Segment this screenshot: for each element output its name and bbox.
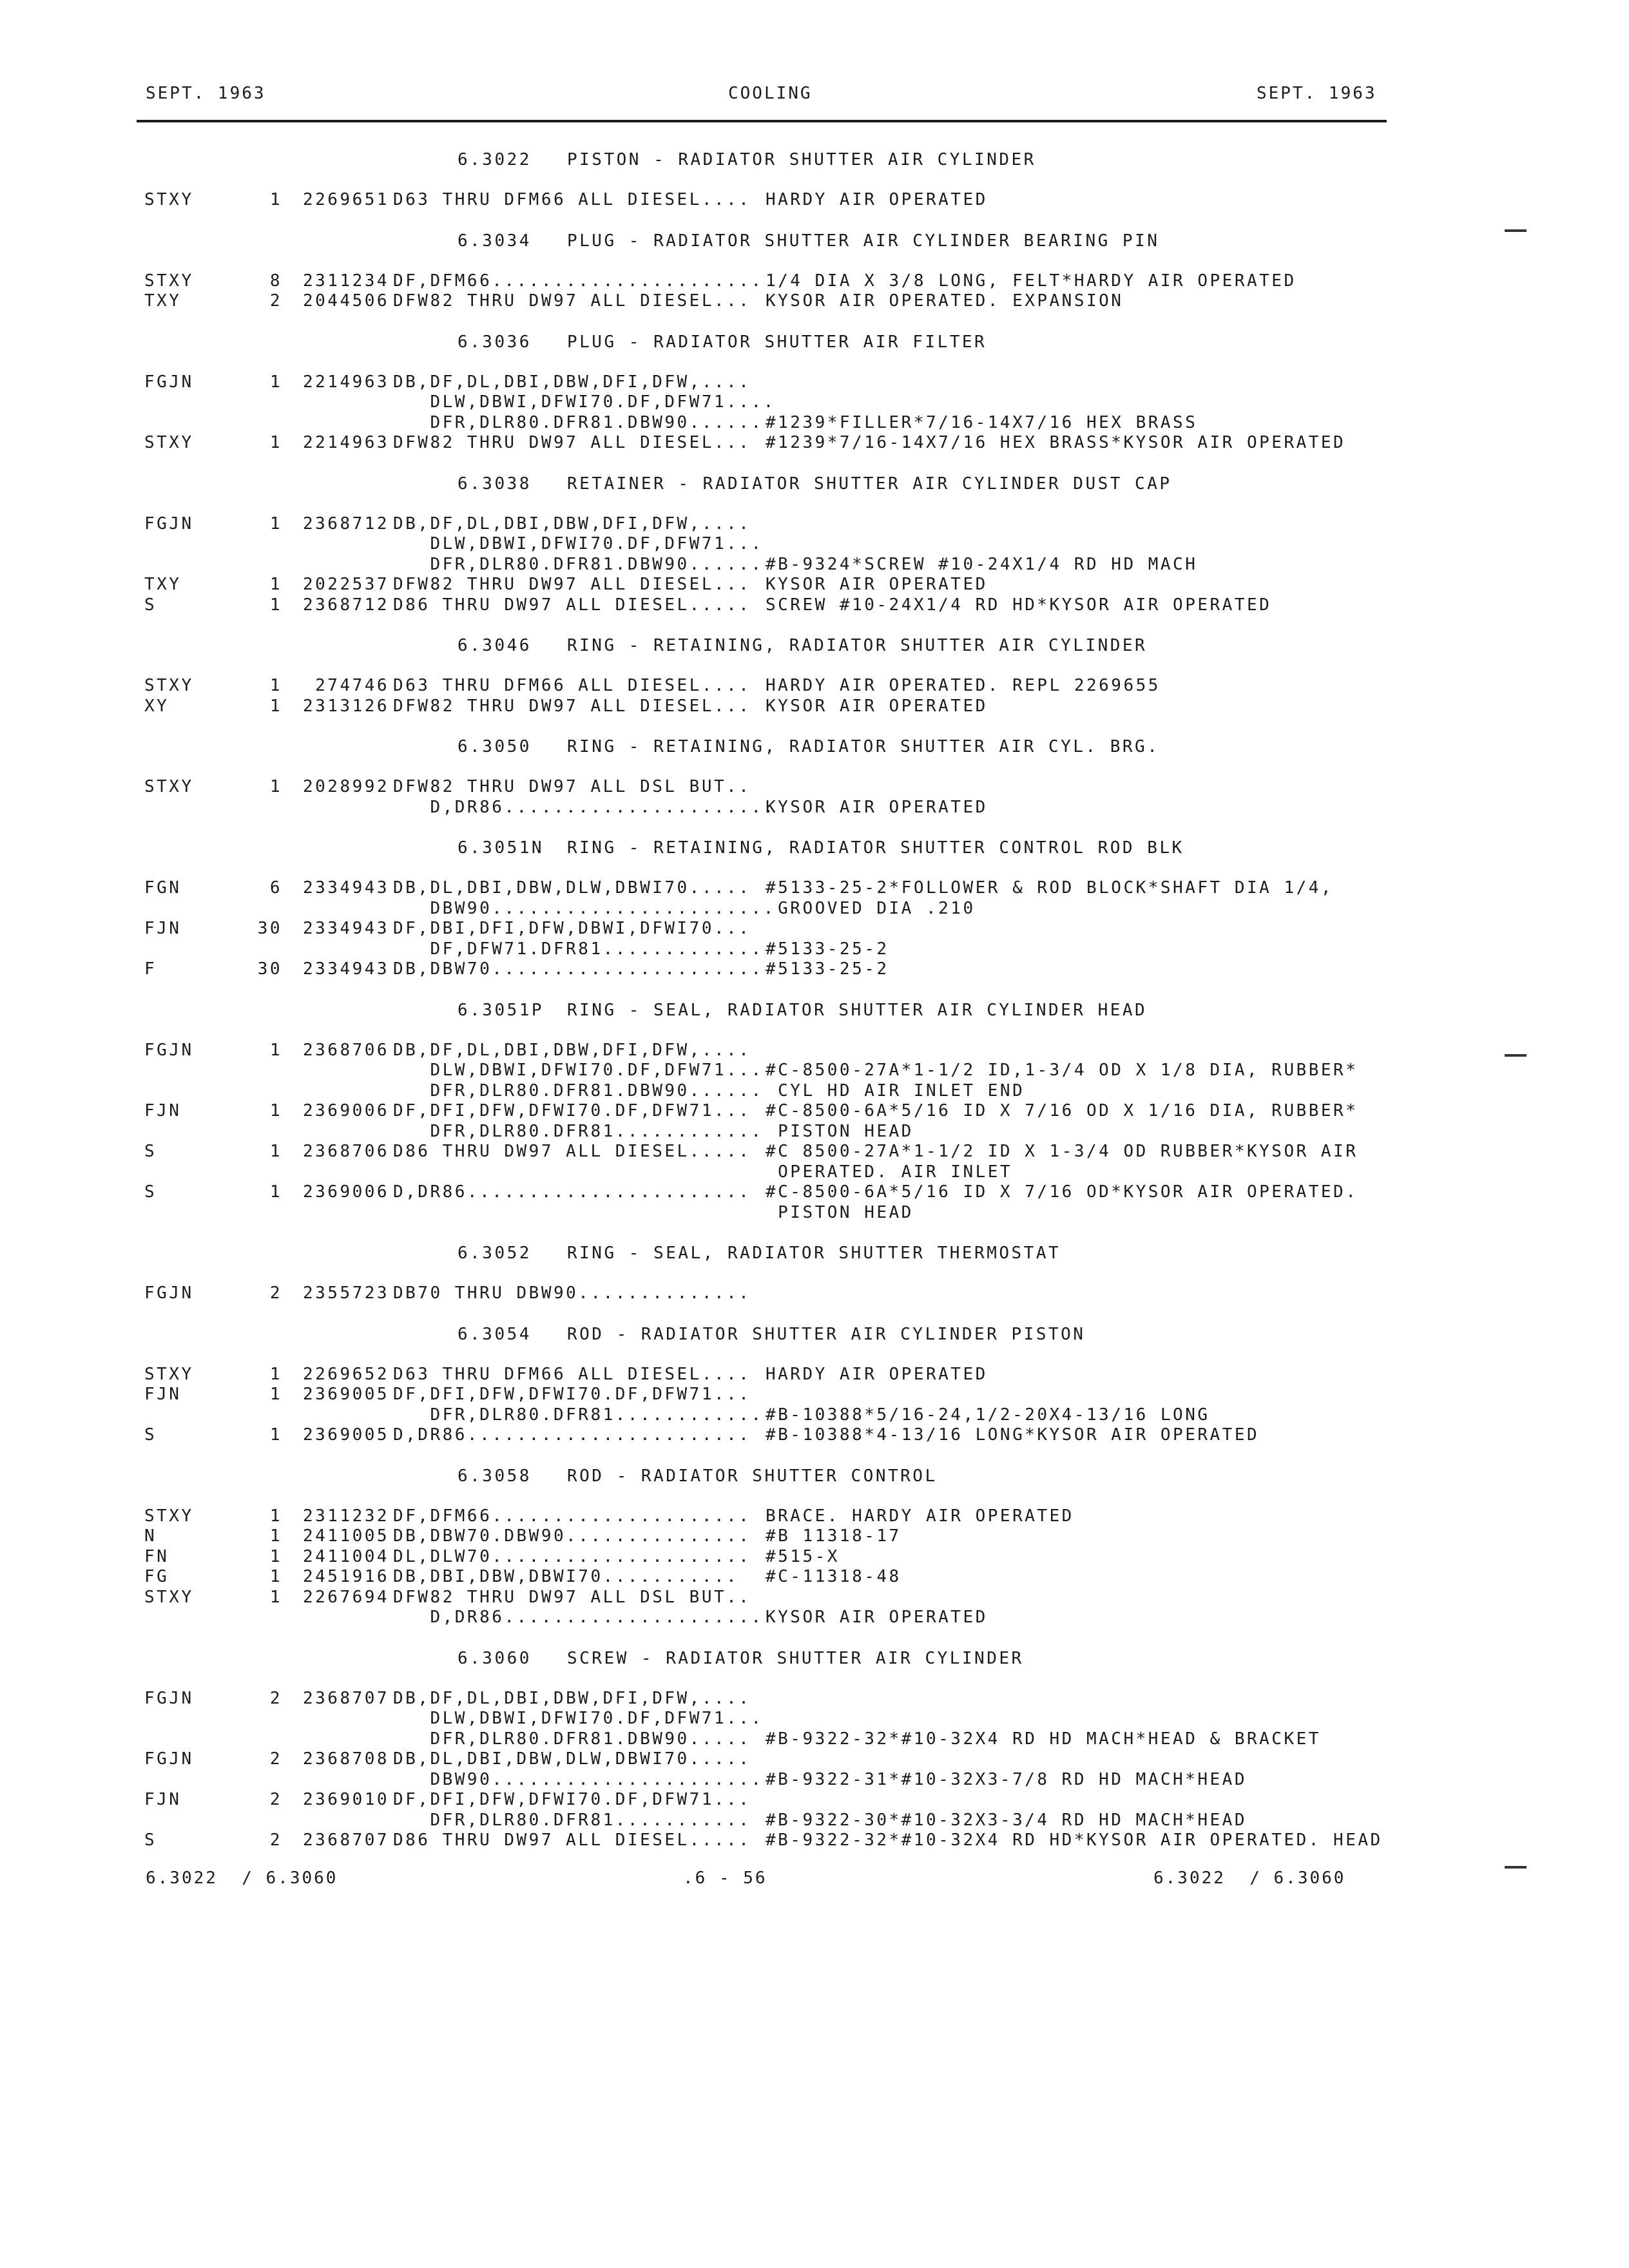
model-applicability: DFW82 THRU DW97 ALL DSL BUT.. xyxy=(393,777,751,796)
header-title: COOLING xyxy=(728,84,813,103)
model-applicability: DFW82 THRU DW97 ALL DIESEL... xyxy=(393,575,751,594)
part-description: #5133-25-2 xyxy=(766,959,889,979)
section-heading xyxy=(458,737,1159,757)
model-applicability: D63 THRU DFM66 ALL DIESEL.... xyxy=(393,1364,751,1384)
usage-code: STXY xyxy=(144,676,194,695)
part-entry-row xyxy=(0,1709,1629,1729)
quantity: 1 xyxy=(269,595,282,615)
quantity: 1 xyxy=(269,575,282,594)
part-entry-row xyxy=(0,1283,1629,1303)
part-entry-row xyxy=(0,1790,1629,1810)
usage-code: S xyxy=(144,595,157,615)
usage-code: XY xyxy=(144,696,169,716)
model-applicability: DB,DF,DL,DBI,DBW,DFI,DFW,.... xyxy=(393,514,751,533)
part-entry-row xyxy=(0,595,1629,615)
model-applicability: DF,DFI,DFW,DFWI70.DF,DFW71... xyxy=(393,1101,751,1120)
part-entry-row xyxy=(0,1811,1629,1831)
part-number: 2368708 xyxy=(303,1749,390,1769)
usage-code: S xyxy=(144,1182,157,1202)
part-description: #B-9322-32*#10-32X4 RD HD MACH*HEAD & BRACKET xyxy=(766,1729,1321,1749)
model-applicability: DLW,DBWI,DFWI70.DF,DFW71... xyxy=(393,1709,764,1728)
usage-code: STXY xyxy=(144,271,194,291)
part-entry-row xyxy=(0,1526,1629,1546)
part-entry-row xyxy=(0,1588,1629,1608)
part-description: #515-X xyxy=(766,1546,840,1566)
usage-code: N xyxy=(144,1526,157,1546)
part-description: BRACE. HARDY AIR OPERATED xyxy=(766,1506,1074,1526)
model-applicability: D86 THRU DW97 ALL DIESEL..... xyxy=(393,595,751,615)
part-description: #B-10388*4-13/16 LONG*KYSOR AIR OPERATED xyxy=(766,1425,1260,1445)
header-date-left: SEPT. 1963 xyxy=(146,84,266,103)
model-applicability: DFR,DLR80.DFR81........... xyxy=(393,1810,751,1830)
quantity: 1 xyxy=(269,1385,282,1404)
model-applicability: DF,DBI,DFI,DFW,DBWI,DFWI70... xyxy=(393,919,751,938)
model-applicability: DB,DBW70.DBW90............... xyxy=(393,1526,751,1546)
model-applicability: DB70 THRU DBW90.............. xyxy=(393,1283,751,1303)
model-applicability: D86 THRU DW97 ALL DIESEL..... xyxy=(393,1142,751,1161)
part-description: CYL HD AIR INLET END xyxy=(766,1081,1025,1100)
part-entry-row xyxy=(0,271,1629,291)
part-description: HARDY AIR OPERATED xyxy=(766,1364,988,1384)
part-description: #B-9322-32*#10-32X4 RD HD*KYSOR AIR OPERATED. HEAD xyxy=(766,1831,1383,1850)
part-number: 2311234 xyxy=(303,271,390,291)
model-applicability: DFR,DLR80.DFR81.DBW90..... xyxy=(393,1729,751,1749)
quantity: 1 xyxy=(269,1425,282,1445)
part-number: 2214963 xyxy=(303,433,390,452)
footer-range-right: 6.3022 / 6.3060 xyxy=(1153,1869,1346,1888)
part-entry-row xyxy=(0,1547,1629,1567)
part-entry-row xyxy=(0,1770,1629,1790)
model-applicability: DF,DFI,DFW,DFWI70.DF,DFW71... xyxy=(393,1385,751,1404)
usage-code: TXY xyxy=(144,575,182,594)
model-applicability: D,DR86..................... xyxy=(393,1608,764,1627)
usage-code: FGJN xyxy=(144,514,194,533)
part-description: KYSOR AIR OPERATED xyxy=(766,797,988,817)
quantity: 6 xyxy=(269,878,282,898)
quantity: 2 xyxy=(269,1688,282,1708)
part-number: 2028992 xyxy=(303,777,390,796)
model-applicability: D63 THRU DFM66 ALL DIESEL.... xyxy=(393,190,751,209)
model-applicability: DFR,DLR80.DFR81.DBW90...... xyxy=(393,412,764,432)
model-applicability: DB,DL,DBI,DBW,DLW,DBWI70..... xyxy=(393,1749,751,1769)
part-number: 2368707 xyxy=(303,1831,390,1850)
model-applicability: DF,DFM66...................... xyxy=(393,271,764,291)
section-heading xyxy=(458,1001,1147,1021)
part-description: GROOVED DIA .210 xyxy=(766,898,976,918)
section-number: 6.3051P xyxy=(458,1000,545,1020)
part-number: 2269651 xyxy=(303,190,390,209)
part-entry-row xyxy=(0,676,1629,696)
model-applicability: DFR,DLR80.DFR81.DBW90...... xyxy=(393,554,764,574)
part-entry-row xyxy=(0,190,1629,210)
model-applicability: DFW82 THRU DW97 ALL DIESEL... xyxy=(393,291,751,311)
part-entry-row xyxy=(0,1122,1629,1142)
part-entry-row xyxy=(0,878,1629,898)
part-entry-row xyxy=(0,1182,1629,1202)
section-heading xyxy=(458,474,1172,494)
model-applicability: DFW82 THRU DW97 ALL DSL BUT.. xyxy=(393,1587,751,1607)
model-applicability: D86 THRU DW97 ALL DIESEL..... xyxy=(393,1831,751,1850)
part-entry-row xyxy=(0,1831,1629,1850)
section-heading xyxy=(458,231,1159,251)
part-description: 1/4 DIA X 3/8 LONG, FELT*HARDY AIR OPERATED xyxy=(766,271,1296,291)
section-title: ROD - RADIATOR SHUTTER CONTROL xyxy=(567,1466,938,1486)
section-title: RING - SEAL, RADIATOR SHUTTER AIR CYLINDER HEAD xyxy=(567,1000,1148,1020)
part-number: 2022537 xyxy=(303,575,390,594)
usage-code: FJN xyxy=(144,1385,182,1404)
model-applicability: DF,DFM66..................... xyxy=(393,1506,751,1526)
part-entry-row xyxy=(0,1081,1629,1101)
part-entry-row xyxy=(0,1425,1629,1445)
part-description: HARDY AIR OPERATED. REPL 2269655 xyxy=(766,676,1161,695)
usage-code: STXY xyxy=(144,190,194,209)
margin-mark xyxy=(1505,1866,1527,1869)
quantity: 1 xyxy=(269,777,282,796)
quantity: 1 xyxy=(269,372,282,392)
quantity: 1 xyxy=(269,1506,282,1526)
part-entry-row xyxy=(0,777,1629,797)
part-number: 2269652 xyxy=(303,1364,390,1384)
part-entry-row xyxy=(0,392,1629,412)
quantity: 1 xyxy=(269,1182,282,1202)
part-number: 2369006 xyxy=(303,1182,390,1202)
part-number: 2369010 xyxy=(303,1790,390,1809)
part-entry-row xyxy=(0,291,1629,311)
part-entry-row xyxy=(0,1365,1629,1385)
model-applicability: D,DR86...................... xyxy=(393,797,776,817)
model-applicability: DB,DBI,DBW,DBWI70........... xyxy=(393,1567,739,1586)
section-title: PISTON - RADIATOR SHUTTER AIR CYLINDER xyxy=(567,150,1036,169)
usage-code: STXY xyxy=(144,1506,194,1526)
part-description: #1239*FILLER*7/16-14X7/16 HEX BRASS xyxy=(766,412,1198,432)
section-number: 6.3054 xyxy=(458,1324,532,1344)
part-description: PISTON HEAD xyxy=(766,1202,914,1222)
part-entry-row xyxy=(0,555,1629,575)
part-description: #B-9322-31*#10-32X3-7/8 RD HD MACH*HEAD xyxy=(766,1769,1247,1789)
part-number: 2411005 xyxy=(303,1526,390,1546)
part-number: 2313126 xyxy=(303,696,390,716)
usage-code: FJN xyxy=(144,919,182,938)
model-applicability: DFW82 THRU DW97 ALL DIESEL... xyxy=(393,433,751,452)
quantity: 1 xyxy=(269,514,282,533)
part-number: 274746 xyxy=(303,676,390,695)
part-entry-row xyxy=(0,1203,1629,1223)
model-applicability: DB,DF,DL,DBI,DBW,DFI,DFW,.... xyxy=(393,372,751,392)
section-heading xyxy=(458,1325,1085,1345)
usage-code: FJN xyxy=(144,1101,182,1120)
part-entry-row xyxy=(0,1729,1629,1749)
margin-mark xyxy=(1505,1054,1527,1057)
part-entry-row xyxy=(0,1041,1629,1061)
quantity: 1 xyxy=(269,1546,282,1566)
usage-code: FGJN xyxy=(144,372,194,392)
footer-page-number: .6 - 56 xyxy=(683,1869,767,1888)
model-applicability: DBW90...................... xyxy=(393,1769,764,1789)
part-entry-row xyxy=(0,1749,1629,1769)
part-number: 2368706 xyxy=(303,1040,390,1060)
section-number: 6.3050 xyxy=(458,737,532,756)
part-number: 2368707 xyxy=(303,1688,390,1708)
section-title: RING - RETAINING, RADIATOR SHUTTER AIR CYL. BRG. xyxy=(567,737,1160,756)
part-number: 2311232 xyxy=(303,1506,390,1526)
quantity: 1 xyxy=(269,1040,282,1060)
model-applicability: DFR,DLR80.DFR81............ xyxy=(393,1121,764,1141)
part-description: #5133-25-2 xyxy=(766,939,889,959)
part-entry-row xyxy=(0,514,1629,534)
section-title: PLUG - RADIATOR SHUTTER AIR CYLINDER BEARING PIN xyxy=(567,231,1160,251)
model-applicability: DF,DFW71.DFR81............. xyxy=(393,939,764,959)
model-applicability: D,DR86....................... xyxy=(393,1182,751,1202)
part-number: 2334943 xyxy=(303,959,390,979)
model-applicability: D63 THRU DFM66 ALL DIESEL.... xyxy=(393,676,751,695)
part-entry-row xyxy=(0,1385,1629,1405)
part-description: #C-8500-27A*1-1/2 ID,1-3/4 OD X 1/8 DIA, RUBBER* xyxy=(766,1061,1358,1080)
part-description: KYSOR AIR OPERATED. EXPANSION xyxy=(766,291,1124,311)
part-number: 2368712 xyxy=(303,595,390,615)
part-description: PISTON HEAD xyxy=(766,1121,914,1141)
usage-code: FG xyxy=(144,1567,169,1586)
section-heading xyxy=(458,1466,938,1486)
part-entry-row xyxy=(0,372,1629,392)
part-description: #B-9324*SCREW #10-24X1/4 RD HD MACH xyxy=(766,554,1198,574)
part-description: #B-9322-30*#10-32X3-3/4 RD HD MACH*HEAD xyxy=(766,1810,1247,1830)
quantity: 1 xyxy=(269,1526,282,1546)
section-number: 6.3046 xyxy=(458,636,532,655)
part-entry-row xyxy=(0,575,1629,595)
usage-code: FGJN xyxy=(144,1749,194,1769)
part-entry-row xyxy=(0,413,1629,433)
section-title: RING - SEAL, RADIATOR SHUTTER THERMOSTAT xyxy=(567,1244,1061,1263)
model-applicability: DFR,DLR80.DFR81.DBW90...... xyxy=(393,1081,764,1100)
part-entry-row xyxy=(0,1608,1629,1628)
part-entry-row xyxy=(0,899,1629,919)
section-title: RETAINER - RADIATOR SHUTTER AIR CYLINDER DUST CAP xyxy=(567,474,1172,494)
model-applicability: DF,DFI,DFW,DFWI70.DF,DFW71... xyxy=(393,1790,751,1809)
part-number: 2411004 xyxy=(303,1546,390,1566)
quantity: 30 xyxy=(257,959,282,979)
section-title: RING - RETAINING, RADIATOR SHUTTER AIR CYLINDER xyxy=(567,636,1148,655)
model-applicability: DBW90....................... xyxy=(393,898,776,918)
part-number: 2334943 xyxy=(303,878,390,898)
section-title: PLUG - RADIATOR SHUTTER AIR FILTER xyxy=(567,332,987,352)
section-heading xyxy=(458,838,1184,858)
quantity: 1 xyxy=(269,1142,282,1161)
usage-code: FGJN xyxy=(144,1283,194,1303)
part-entry-row xyxy=(0,1061,1629,1081)
part-description: #C-8500-6A*5/16 ID X 7/16 OD*KYSOR AIR OPERATED. xyxy=(766,1182,1358,1202)
model-applicability: DB,DF,DL,DBI,DBW,DFI,DFW,.... xyxy=(393,1040,751,1060)
part-entry-row xyxy=(0,798,1629,818)
part-description: #C-11318-48 xyxy=(766,1567,901,1586)
quantity: 8 xyxy=(269,271,282,291)
quantity: 1 xyxy=(269,676,282,695)
part-entry-row xyxy=(0,919,1629,939)
part-entry-row xyxy=(0,1405,1629,1425)
part-entry-row xyxy=(0,1506,1629,1526)
quantity: 1 xyxy=(269,696,282,716)
quantity: 2 xyxy=(269,1831,282,1850)
model-applicability: DLW,DBWI,DFWI70.DF,DFW71... xyxy=(393,534,764,553)
section-title: ROD - RADIATOR SHUTTER AIR CYLINDER PISTON xyxy=(567,1324,1086,1344)
part-description: KYSOR AIR OPERATED xyxy=(766,575,988,594)
part-description: #5133-25-2*FOLLOWER & ROD BLOCK*SHAFT DIA 1/4, xyxy=(766,878,1334,898)
quantity: 1 xyxy=(269,1101,282,1120)
part-number: 2267694 xyxy=(303,1587,390,1607)
section-title: SCREW - RADIATOR SHUTTER AIR CYLINDER xyxy=(567,1648,1024,1668)
model-applicability: DL,DLW70..................... xyxy=(393,1546,751,1566)
usage-code: S xyxy=(144,1831,157,1850)
section-title: RING - RETAINING, RADIATOR SHUTTER CONTROL ROD BLK xyxy=(567,838,1184,858)
part-number: 2355723 xyxy=(303,1283,390,1303)
part-description: KYSOR AIR OPERATED xyxy=(766,696,988,716)
usage-code: FGN xyxy=(144,878,182,898)
part-entry-row xyxy=(0,534,1629,554)
part-entry-row xyxy=(0,1162,1629,1182)
quantity: 2 xyxy=(269,1283,282,1303)
part-number: 2369005 xyxy=(303,1385,390,1404)
section-number: 6.3051N xyxy=(458,838,545,858)
part-description: #C 8500-27A*1-1/2 ID X 1-3/4 OD RUBBER*KYSOR AIR xyxy=(766,1142,1358,1161)
part-entry-row xyxy=(0,1101,1629,1121)
section-number: 6.3052 xyxy=(458,1244,532,1263)
part-number: 2368706 xyxy=(303,1142,390,1161)
usage-code: FJN xyxy=(144,1790,182,1809)
model-applicability: DB,DF,DL,DBI,DBW,DFI,DFW,.... xyxy=(393,1688,751,1708)
section-heading xyxy=(458,150,1036,170)
section-number: 6.3036 xyxy=(458,332,532,352)
quantity: 2 xyxy=(269,291,282,311)
usage-code: FN xyxy=(144,1546,169,1566)
usage-code: F xyxy=(144,959,157,979)
part-description: OPERATED. AIR INLET xyxy=(766,1162,1013,1182)
part-number: 2369005 xyxy=(303,1425,390,1445)
section-heading xyxy=(458,636,1147,656)
section-heading xyxy=(458,1244,1061,1264)
usage-code: S xyxy=(144,1142,157,1161)
quantity: 1 xyxy=(269,433,282,452)
part-description: HARDY AIR OPERATED xyxy=(766,190,988,209)
model-applicability: DLW,DBWI,DFWI70.DF,DFW71.... xyxy=(393,392,776,412)
usage-code: S xyxy=(144,1425,157,1445)
part-number: 2334943 xyxy=(303,919,390,938)
section-number: 6.3022 xyxy=(458,150,532,169)
quantity: 2 xyxy=(269,1749,282,1769)
quantity: 30 xyxy=(257,919,282,938)
header-date-right: SEPT. 1963 xyxy=(1257,84,1377,103)
model-applicability: DLW,DBWI,DFWI70.DF,DFW71... xyxy=(393,1061,764,1080)
section-number: 6.3058 xyxy=(458,1466,532,1486)
part-number: 2451916 xyxy=(303,1567,390,1586)
model-applicability: DFW82 THRU DW97 ALL DIESEL... xyxy=(393,696,751,716)
section-number: 6.3034 xyxy=(458,231,532,251)
model-applicability: DB,DBW70...................... xyxy=(393,959,764,979)
part-entry-row xyxy=(0,1142,1629,1162)
part-entry-row xyxy=(0,1689,1629,1709)
part-entry-row xyxy=(0,959,1629,979)
part-entry-row xyxy=(0,433,1629,453)
usage-code: STXY xyxy=(144,777,194,796)
part-description: #B-10388*5/16-24,1/2-20X4-13/16 LONG xyxy=(766,1405,1210,1425)
part-description: #C-8500-6A*5/16 ID X 7/16 OD X 1/16 DIA, RUBBER* xyxy=(766,1101,1358,1120)
part-number: 2044506 xyxy=(303,291,390,311)
section-number: 6.3060 xyxy=(458,1648,532,1668)
quantity: 1 xyxy=(269,190,282,209)
part-number: 2368712 xyxy=(303,514,390,533)
model-applicability: D,DR86....................... xyxy=(393,1425,751,1445)
quantity: 1 xyxy=(269,1567,282,1586)
usage-code: STXY xyxy=(144,1587,194,1607)
quantity: 2 xyxy=(269,1790,282,1809)
part-description: #B 11318-17 xyxy=(766,1526,901,1546)
quantity: 1 xyxy=(269,1364,282,1384)
section-heading xyxy=(458,332,987,352)
part-entry-row xyxy=(0,939,1629,959)
usage-code: TXY xyxy=(144,291,182,311)
usage-code: FGJN xyxy=(144,1688,194,1708)
model-applicability: DB,DL,DBI,DBW,DLW,DBWI70..... xyxy=(393,878,751,898)
part-number: 2369006 xyxy=(303,1101,390,1120)
model-applicability: DFR,DLR80.DFR81............ xyxy=(393,1405,764,1425)
section-heading xyxy=(458,1649,1024,1669)
part-description: #1239*7/16-14X7/16 HEX BRASS*KYSOR AIR OPERATED xyxy=(766,433,1346,452)
footer-range-left: 6.3022 / 6.3060 xyxy=(146,1869,338,1888)
part-entry-row xyxy=(0,1567,1629,1587)
quantity: 1 xyxy=(269,1587,282,1607)
header-rule xyxy=(137,120,1387,122)
margin-mark xyxy=(1505,229,1527,232)
part-entry-row xyxy=(0,697,1629,716)
part-number: 2214963 xyxy=(303,372,390,392)
section-number: 6.3038 xyxy=(458,474,532,494)
usage-code: STXY xyxy=(144,433,194,452)
part-description: SCREW #10-24X1/4 RD HD*KYSOR AIR OPERATED xyxy=(766,595,1272,615)
part-description: KYSOR AIR OPERATED xyxy=(766,1608,988,1627)
usage-code: FGJN xyxy=(144,1040,194,1060)
usage-code: STXY xyxy=(144,1364,194,1384)
